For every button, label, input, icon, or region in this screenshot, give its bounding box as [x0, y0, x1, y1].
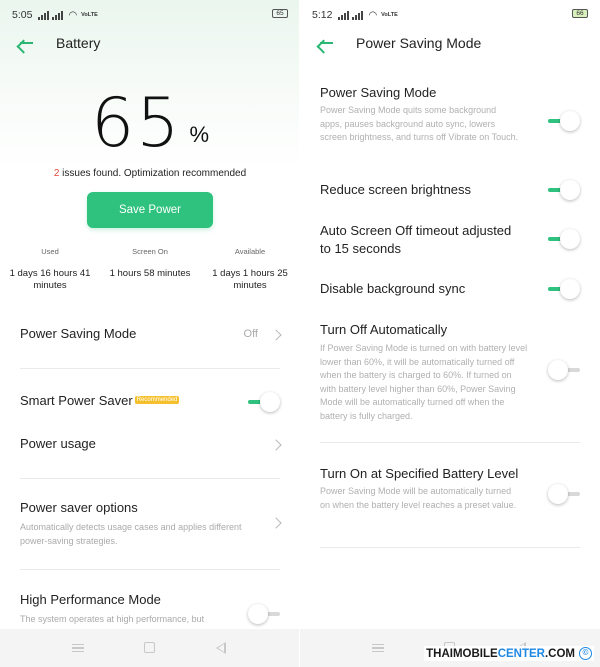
disable-bg-sync-toggle[interactable]: [548, 279, 580, 299]
stat-value: 1 hours 58 minutes: [109, 268, 191, 279]
turn-on-at-level-toggle[interactable]: [548, 484, 580, 504]
item-title: Turn Off Automatically: [320, 322, 448, 337]
issues-text: issues found. Optimization recommended: [59, 168, 247, 179]
stat-used: [0, 247, 100, 292]
power-saving-mode-screen: [300, 0, 600, 667]
watermark: [424, 646, 594, 661]
power-saving-mode-toggle[interactable]: [548, 111, 580, 131]
turn-on-at-level-item[interactable]: [320, 465, 580, 512]
status-bar: [12, 8, 288, 22]
status-time: 5:05: [12, 9, 33, 21]
watermark-accent: CENTER: [497, 647, 545, 660]
smart-power-saver-toggle[interactable]: [248, 392, 280, 412]
divider: [320, 442, 580, 443]
back-triangle-icon[interactable]: [216, 642, 226, 654]
save-power-button[interactable]: Save Power: [87, 192, 213, 228]
item-title: Disable background sync: [320, 281, 466, 296]
item-title: Reduce screen brightness: [320, 182, 472, 197]
high-performance-mode-item[interactable]: [20, 592, 280, 626]
stat-label: Available: [234, 247, 266, 256]
app-header: [18, 32, 100, 54]
stat-screen-on: [100, 247, 200, 292]
turn-off-automatically-toggle[interactable]: [548, 360, 580, 380]
battery-stats: [0, 247, 300, 292]
item-title: Turn On at Specified Battery Level: [320, 466, 519, 481]
power-saver-options-item[interactable]: [20, 500, 280, 548]
watermark-prefix: THAIMOBILE: [426, 647, 498, 660]
disable-bg-sync-item[interactable]: [320, 280, 580, 298]
item-description: Power Saving Mode quits some background apps, pauses background auto sync, lowers screen brightness, and turns off Vibrate on Touch.: [320, 105, 519, 142]
wifi-icon: ◠: [368, 9, 378, 21]
recommended-badge: Recommended: [136, 397, 178, 403]
page-title: Battery: [56, 35, 101, 51]
power-saving-mode-item[interactable]: [320, 84, 580, 145]
battery-icon: 66: [572, 9, 588, 18]
item-title: Power usage: [20, 436, 96, 451]
stat-available: [200, 247, 300, 292]
divider: [20, 478, 280, 479]
volte-label: VoLTE: [381, 11, 398, 18]
item-description: Power Saving Mode will be automatically turned on when the battery level reaches a preset value.: [320, 486, 517, 510]
status-time: 5:12: [312, 9, 333, 21]
item-title: Smart Power Saver Recommended: [20, 393, 178, 408]
stat-label: Used: [41, 247, 59, 256]
divider: [20, 368, 280, 369]
reduce-brightness-toggle[interactable]: [548, 180, 580, 200]
smart-power-saver-item[interactable]: [20, 393, 280, 415]
reduce-brightness-item[interactable]: [320, 181, 580, 199]
watermark-suffix: .COM: [544, 647, 575, 660]
issues-count: 2: [53, 168, 60, 179]
power-saving-mode-item[interactable]: [20, 326, 280, 346]
auto-screen-off-toggle[interactable]: [548, 229, 580, 249]
back-arrow-icon[interactable]: [18, 34, 36, 52]
page-title: Power Saving Mode: [356, 35, 482, 51]
status-bar: [312, 8, 588, 22]
item-description: The system operates at high performance, but: [20, 614, 205, 624]
item-title: Power saver options: [20, 500, 138, 515]
turn-off-automatically-item[interactable]: [320, 321, 580, 423]
divider: [320, 547, 580, 548]
navigation-bar: [0, 629, 300, 667]
signal-icon: [52, 11, 64, 20]
app-header: [318, 32, 481, 54]
menu-icon[interactable]: [372, 644, 384, 652]
battery-percent: [0, 84, 300, 163]
battery-icon: 65: [272, 9, 288, 18]
item-title: Power Saving Mode: [320, 85, 437, 100]
high-performance-toggle[interactable]: [248, 604, 280, 624]
stat-value: 1 days 1 hours 25 minutes: [212, 268, 288, 291]
back-arrow-icon[interactable]: [318, 34, 336, 52]
issues-message[interactable]: [0, 168, 300, 179]
divider: [20, 569, 280, 570]
stat-value: 1 days 16 hours 41 minutes: [9, 268, 91, 291]
signal-icon: [338, 11, 350, 20]
stat-label: Screen On: [132, 247, 168, 256]
menu-icon[interactable]: [72, 644, 84, 652]
signal-icon: [352, 11, 364, 20]
signal-icon: [38, 11, 50, 20]
auto-screen-off-item[interactable]: [320, 222, 580, 258]
item-description: If Power Saving Mode is turned on with battery level lower than 60%, it will be automatically turned off when the battery is charged to 60%. If turned on with battery level higher than 60%, Power Saving Mode will be automatically turned off when the battery is fully charged.: [320, 343, 528, 421]
item-description: Automatically detects usage cases and applies different power-saving strategies.: [20, 522, 242, 546]
item-value: Off: [243, 328, 258, 340]
home-icon[interactable]: [144, 642, 155, 653]
item-title: Power Saving Mode: [20, 326, 137, 341]
item-title: High Performance Mode: [20, 592, 161, 607]
wifi-icon: ◠: [68, 9, 78, 21]
item-title: Auto Screen Off timeout adjusted to 15 seconds: [320, 223, 512, 256]
power-usage-item[interactable]: [20, 436, 280, 456]
volte-label: VoLTE: [81, 11, 98, 18]
percent-sign: %: [189, 122, 210, 147]
battery-percent-value: 65: [90, 84, 182, 163]
copyright-icon: ©: [579, 647, 592, 660]
